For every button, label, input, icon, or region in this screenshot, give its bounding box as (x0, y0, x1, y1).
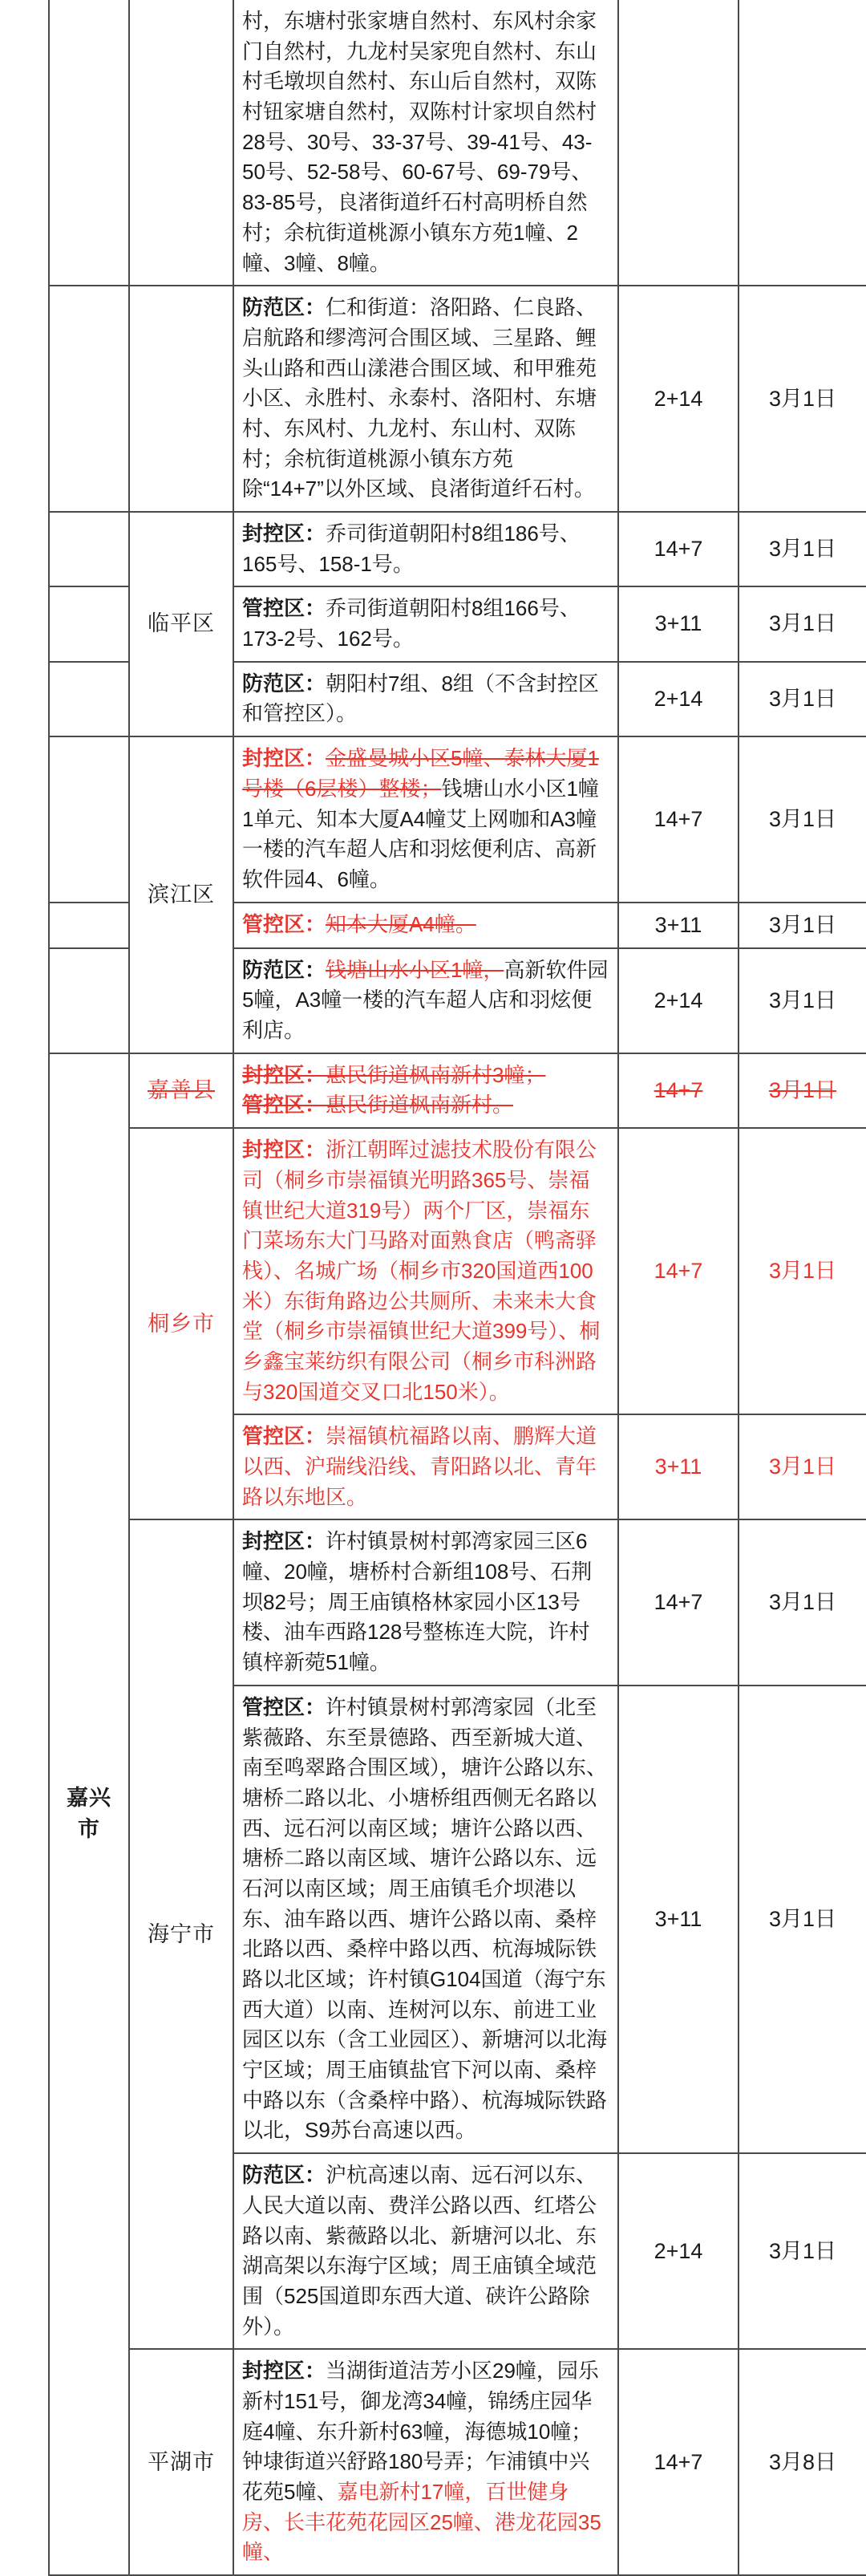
desc-label: 封控区： (242, 1138, 326, 1162)
desc-text: 崇福镇杭福路以南、鹏辉大道以西、沪瑞线沿线、青阳路以北、青年路以东地区。 (242, 1424, 597, 1509)
cell-code: 2+14 (618, 2153, 739, 2349)
cell-description (233, 0, 618, 286)
desc-text: 村，东塘村张家塘自然村、东风村余家门自然村，九龙村吴家兜自然村、东山村毛墩坝自然村、东山后自然村，双陈村钮家塘自然村，双陈村计家坝自然村28号、30号、33-37号、39-41号、43-50号、52-58号、60-67号、69-79号、83-85号，良渚街道纤石村高明桥自然村；余杭街道桃源小镇东方苑1幢、2幢、3幢、8幢。 (242, 9, 597, 275)
code-text: 3+11 (654, 1454, 702, 1479)
cell-date: 3月1日 (739, 286, 866, 512)
cell-code: 2+14 (618, 948, 739, 1053)
cell-city (49, 736, 129, 902)
desc-text: 钱塘山水小区1幢1单元、知本大厦A4幢艾上网咖和A3幢一楼的汽车超人店和羽炫便利店、高新软件园4、6幢。 (242, 776, 599, 891)
desc-text: 浙江朝晖过滤技术股份有限公司（桐乡市崇福镇光明路365号、崇福镇世纪大道319号）两个厂区，崇福东门菜场东大门马路对面熟食店（鸭斋驿栈）、名城广场（桐乡市320国道西100米）东街角路边公共厕所、未来未大食堂（桐乡市崇福镇世纪大道399号）、桐乡鑫宝莱纺织有限公司（桐乡市科洲路与320国道交叉口北150米）。 (242, 1138, 601, 1404)
cell-description (233, 662, 618, 736)
cell-code (618, 1053, 739, 1128)
cell-code: 3+11 (618, 586, 739, 661)
desc-text: 仁和街道：洛阳路、仁良路、启航路和缪湾河合围区域、三星路、鲤头山路和西山漾港合围区域、和甲雅苑小区、永胜村、永泰村、洛阳村、东塘村、东风村、九龙村、东山村、双陈村；余杭街道桃源小镇东方苑除“14+7”以外区域、良渚街道纤石村。 (242, 295, 597, 501)
cell-city (49, 662, 129, 736)
cell-date (739, 1128, 866, 1414)
cell-description (233, 286, 618, 512)
cell-description (233, 586, 618, 661)
area-label-struck: 嘉善县 (148, 1077, 215, 1102)
cell-city (49, 948, 129, 1053)
desc-line-2 (242, 1090, 609, 1121)
desc-label: 防范区： (242, 2163, 326, 2188)
code-text: 14+7 (654, 1259, 703, 1284)
desc-text-struck-2: 惠民街道枫南新村。 (326, 1093, 514, 1118)
cell-area-linping: 临平区 (129, 512, 233, 736)
desc-text-struck: 金盛曼城小区5幢、泰林大厦1号楼（6层楼）整楼； (242, 746, 599, 801)
cell-code: 14+7 (618, 512, 739, 586)
cell-date: 3月8日 (739, 2349, 866, 2575)
cell-code (618, 1414, 739, 1519)
desc-label: 防范区： (242, 957, 326, 982)
desc-label: 封控区： (242, 1062, 326, 1087)
cell-date (739, 1053, 866, 1128)
cell-description (233, 1414, 618, 1519)
desc-text: 朝阳村7组、8组（不含封控区和管控区）。 (242, 671, 599, 726)
cell-code: 14+7 (618, 2349, 739, 2575)
desc-text: 乔司街道朝阳村8组186号、165号、158-1号。 (242, 521, 581, 576)
cell-date: 3月1日 (739, 1686, 866, 2153)
cell-date: 3月1日 (739, 662, 866, 736)
cell-area-binjiang: 滨江区 (129, 736, 233, 1053)
desc-text-struck: 钱塘山水小区1幢， (326, 957, 504, 982)
cell-date: 3月1日 (739, 903, 866, 948)
cell-date (739, 0, 866, 286)
desc-label: 防范区： (242, 295, 326, 320)
desc-label: 管控区： (242, 596, 326, 621)
table-row (49, 736, 866, 902)
desc-label: 封控区： (242, 1529, 326, 1554)
cell-date: 3月1日 (739, 512, 866, 586)
cell-description (233, 1686, 618, 2153)
desc-text: 当湖街道洁芳小区29幢，园乐新村151号，御龙湾34幢，锦绣庄园华庭4幢、东升新村63幢，海德城10幢；钟埭街道兴舒路180号弄；乍浦镇中兴花苑5幢、 (242, 2359, 599, 2505)
cell-code: 2+14 (618, 662, 739, 736)
cell-description (233, 512, 618, 586)
table-row (49, 1053, 866, 1128)
table-row (49, 0, 866, 286)
area-label: 桐乡市 (148, 1311, 215, 1336)
table-row (49, 1519, 866, 1685)
desc-label: 管控区： (242, 1424, 326, 1449)
cell-description (233, 1519, 618, 1685)
desc-text: 沪杭高速以南、远石河以东、人民大道以南、费洋公路以西、红塔公路以南、紫薇路以北、新塘河以北、东湖高架以东海宁区域；周王庙镇全域范围（525国道即东西大道、硖许公路除外）。 (242, 2163, 597, 2339)
desc-text: 许村镇景树村郭湾家园三区6幢、20幢，塘桥村合新组108号、石荆坝82号；周王庙镇格林家园小区13号楼、油车西路128号整栋连大院，许村镇梓新菀51幢。 (242, 1529, 593, 1675)
risk-area-table (48, 0, 866, 2576)
cell-date: 3月1日 (739, 2153, 866, 2349)
date-text: 3月1日 (768, 1454, 837, 1479)
desc-text: 许村镇景树村郭湾家园（北至紫薇路、东至景德路、西至新城大道、南至鸣翠路合围区域），塘许公路以东、塘桥二路以北、小塘桥组西侧无名路以西、远石河以南区域；塘许公路以西、塘桥二路以南区域、塘许公路以东、远石河以南区域；周王庙镇毛介坝港以东、油车路以西、塘许公路以南、桑梓北路以西、桑梓中路以西、杭海城际铁路以北区域；许村镇G104国道（海宁东西大道）以南、连树河以东、前进工业园区以东（含工业园区）、新塘河以北海宁区域；周王庙镇盐官下河以南、桑梓中路以东（含桑梓中路）、杭海城际铁路以北，S9苏台高速以西。 (242, 1694, 608, 2143)
table-row (49, 512, 866, 586)
desc-text: 乔司街道朝阳村8组166号、173-2号、162号。 (242, 596, 581, 651)
cell-code: 14+7 (618, 736, 739, 902)
table-body (49, 0, 866, 2575)
desc-text: 高新软件园5幢，A3幢一楼的汽车超人店和羽炫便利店。 (242, 957, 609, 1043)
date-struck: 3月1日 (768, 1077, 837, 1102)
cell-date: 3月1日 (739, 1519, 866, 1685)
desc-line-1 (242, 1061, 609, 1091)
desc-label: 管控区： (242, 1694, 326, 1719)
table-row (49, 1128, 866, 1414)
cell-description (233, 2153, 618, 2349)
cell-area-haining: 海宁市 (129, 1519, 233, 2349)
desc-label-2: 管控区： (242, 1093, 326, 1118)
cell-description (233, 736, 618, 902)
cell-city (49, 512, 129, 586)
desc-label: 防范区： (242, 671, 326, 696)
cell-description (233, 2349, 618, 2575)
cell-code: 2+14 (618, 286, 739, 512)
desc-text-struck: 知本大厦A4幢。 (326, 912, 476, 937)
desc-label: 封控区： (242, 2359, 326, 2383)
desc-text-struck: 惠民街道枫南新村3幢； (326, 1062, 546, 1087)
table-row (49, 2349, 866, 2575)
cell-description (233, 903, 618, 948)
cell-date (739, 1414, 866, 1519)
desc-label: 封控区： (242, 746, 326, 771)
cell-code (618, 0, 739, 286)
cell-area-jiashan (129, 1053, 233, 1128)
cell-area (129, 0, 233, 286)
cell-city-jiaxing: 嘉兴市 (49, 1053, 129, 2575)
cell-date: 3月1日 (739, 736, 866, 902)
cell-city (49, 586, 129, 661)
date-text: 3月1日 (768, 1259, 837, 1284)
cell-date: 3月1日 (739, 948, 866, 1053)
cell-code: 3+11 (618, 1686, 739, 2153)
cell-city (49, 903, 129, 948)
cell-code (618, 1128, 739, 1414)
desc-label: 封控区： (242, 521, 326, 546)
desc-label: 管控区： (242, 912, 326, 937)
cell-code: 14+7 (618, 1519, 739, 1685)
table-row (49, 286, 866, 512)
cell-area-pinghu: 平湖市 (129, 2349, 233, 2575)
desc-text-red-tail: 嘉电新村17幢，百世健身房、长丰花苑花园区25幢、港龙花园35幢、 (242, 2480, 601, 2565)
cell-description (233, 948, 618, 1053)
cell-description (233, 1128, 618, 1414)
cell-code: 3+11 (618, 903, 739, 948)
cell-area-tongxiang (129, 1128, 233, 1519)
cell-description (233, 1053, 618, 1128)
cell-city (49, 286, 129, 512)
cell-area (129, 286, 233, 512)
code-struck: 14+7 (654, 1077, 703, 1102)
cell-city (49, 0, 129, 286)
cell-date: 3月1日 (739, 586, 866, 661)
